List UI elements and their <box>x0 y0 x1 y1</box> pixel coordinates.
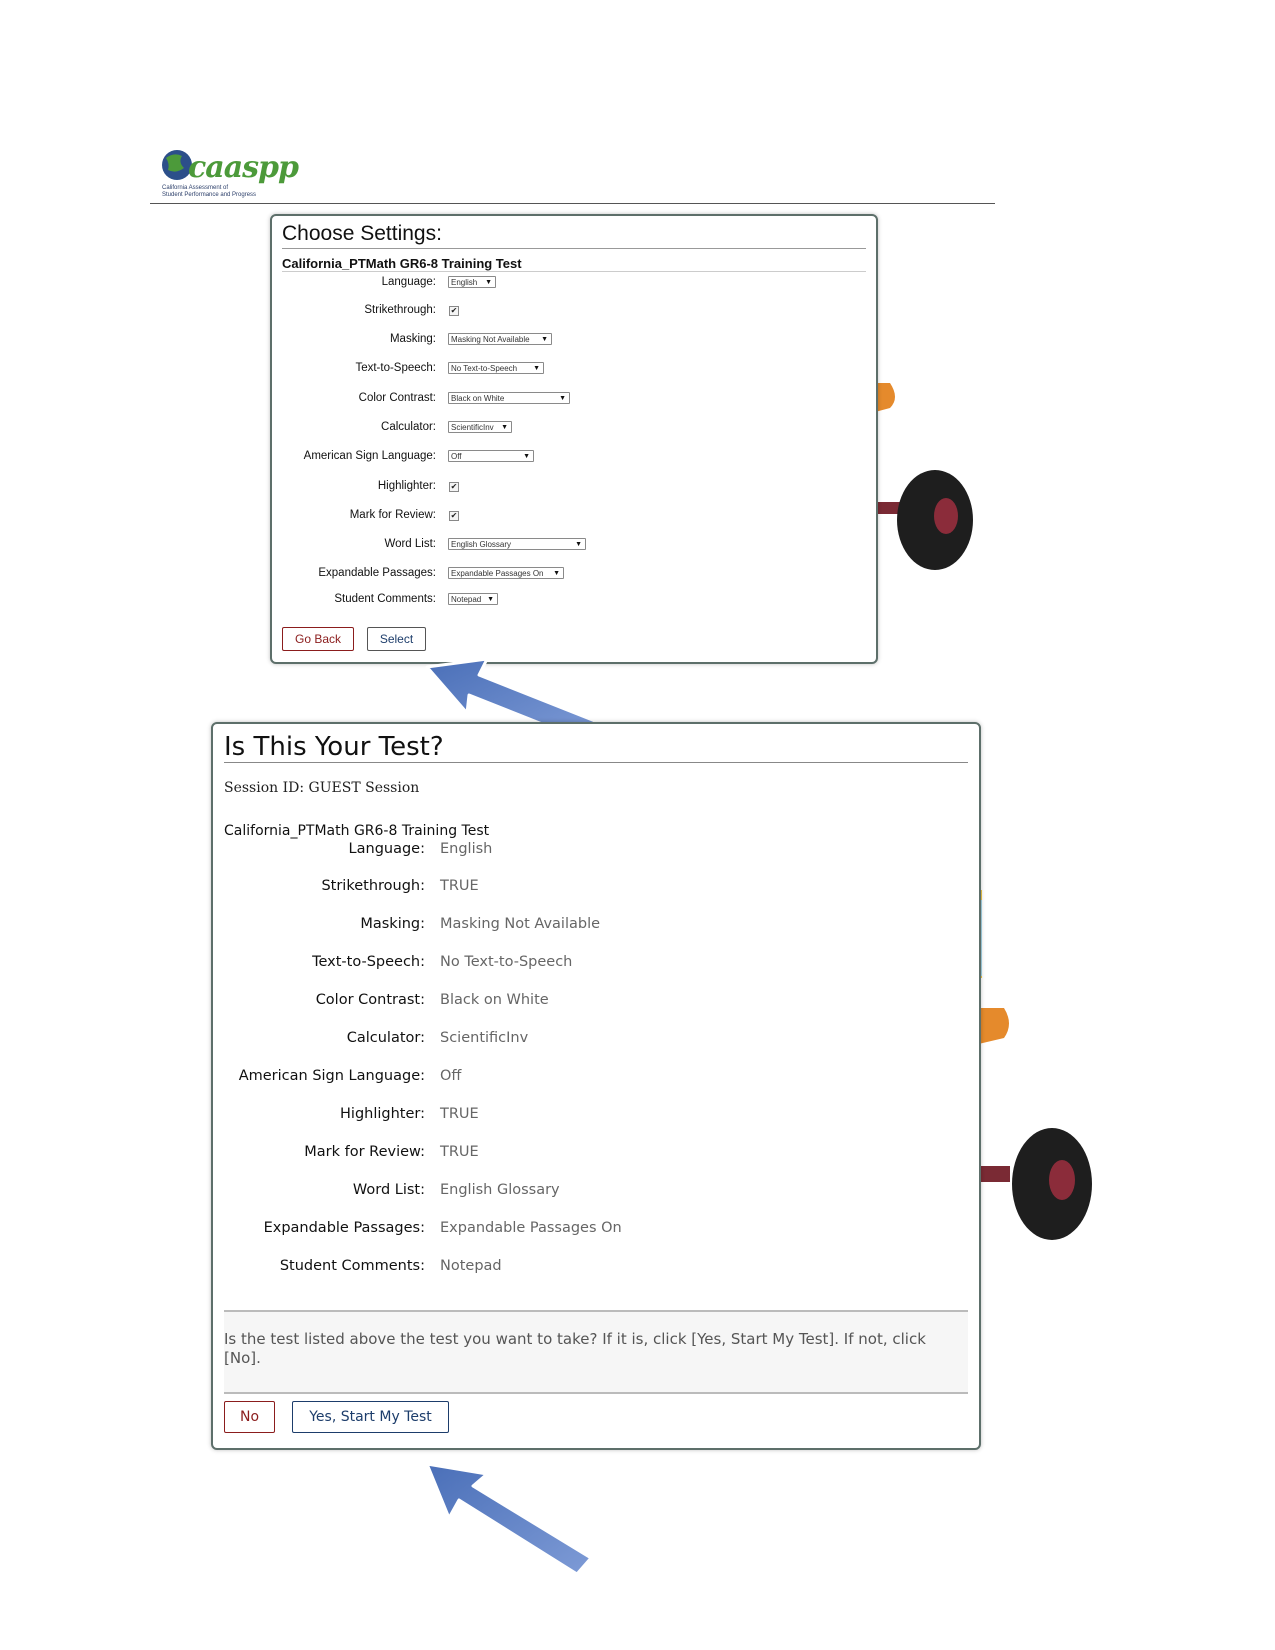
summary-label: Language: <box>348 841 425 857</box>
mark-for-review-checkbox[interactable] <box>449 511 459 521</box>
summary-value: Off <box>440 1068 462 1084</box>
setting-label: Highlighter: <box>377 480 436 492</box>
dropdown-arrow-icon: ▼ <box>501 424 508 431</box>
summary-row-color-contrast <box>213 992 973 1012</box>
setting-label: Word List: <box>384 538 436 550</box>
summary-value: TRUE <box>440 878 479 894</box>
summary-row-word-list <box>213 1182 973 1202</box>
word-list-select[interactable]: English Glossary ▼ <box>448 538 586 550</box>
header-divider <box>150 203 995 204</box>
choose-settings-dialog <box>270 214 878 664</box>
color-contrast-select[interactable]: Black on White ▼ <box>448 392 570 404</box>
calculator-select[interactable]: ScientificInv ▼ <box>448 421 512 433</box>
summary-row-mark-for-review <box>213 1144 973 1164</box>
summary-value: Expandable Passages On <box>440 1220 622 1236</box>
summary-row-masking <box>213 916 973 936</box>
background-illustration-top <box>860 288 990 578</box>
summary-value: ScientificInv <box>440 1030 529 1046</box>
setting-label: Language: <box>381 276 436 288</box>
summary-label: Text-to-Speech: <box>312 954 425 970</box>
summary-value: TRUE <box>440 1144 479 1160</box>
summary-row-expandable-passages <box>213 1220 973 1240</box>
summary-label: Highlighter: <box>340 1106 425 1122</box>
setting-label: Text-to-Speech: <box>355 362 436 374</box>
summary-value: No Text-to-Speech <box>440 954 573 970</box>
summary-value: Notepad <box>440 1258 502 1274</box>
setting-label: Calculator: <box>381 421 436 433</box>
setting-row-expandable-passages <box>272 567 872 583</box>
language-select[interactable]: English ▼ <box>448 276 496 288</box>
setting-label: Student Comments: <box>334 593 436 605</box>
setting-row-language <box>272 276 872 292</box>
dropdown-arrow-icon: ▼ <box>533 365 540 372</box>
student-comments-select[interactable]: Notepad ▼ <box>448 593 498 605</box>
summary-label: Color Contrast: <box>315 992 425 1008</box>
go-back-button[interactable]: Go Back <box>282 627 354 651</box>
summary-label: Expandable Passages: <box>263 1220 425 1236</box>
logo-wordmark: caaspp <box>188 150 298 185</box>
summary-value: TRUE <box>440 1106 479 1122</box>
is-this-your-test-dialog <box>211 722 981 1450</box>
text-to-speech-select[interactable]: No Text-to-Speech ▼ <box>448 362 544 374</box>
dropdown-arrow-icon: ▼ <box>553 570 560 577</box>
session-id: Session ID: GUEST Session <box>224 780 420 796</box>
settings-title: Choose Settings: <box>282 222 442 245</box>
checkmark-icon: ✔ <box>450 482 458 491</box>
summary-row-strikethrough <box>213 878 973 898</box>
setting-row-text-to-speech <box>272 362 872 378</box>
summary-label: American Sign Language: <box>238 1068 425 1084</box>
dropdown-arrow-icon: ▼ <box>575 541 582 548</box>
confirmation-question: Is the test listed above the test you want to take? If it is, click [Yes, Start My Test]. If not, click [No]. <box>224 1330 926 1367</box>
setting-row-american-sign-language <box>272 450 872 466</box>
summary-row-american-sign-language <box>213 1068 973 1088</box>
summary-value: Masking Not Available <box>440 916 601 932</box>
background-illustration-bottom <box>970 890 1110 1250</box>
confirm-test-name: California_PTMath GR6-8 Training Test <box>224 823 490 839</box>
setting-row-word-list <box>272 538 872 554</box>
checkmark-icon: ✔ <box>450 306 458 315</box>
dropdown-arrow-icon: ▼ <box>541 336 548 343</box>
highlighter-checkbox[interactable] <box>449 482 459 492</box>
asl-select[interactable]: Off ▼ <box>448 450 534 462</box>
setting-row-color-contrast <box>272 392 872 408</box>
dropdown-arrow-icon: ▼ <box>485 279 492 286</box>
pointer-arrow-icon <box>425 1460 615 1580</box>
masking-select[interactable]: Masking Not Available ▼ <box>448 333 552 345</box>
checkmark-icon: ✔ <box>450 511 458 520</box>
summary-label: Strikethrough: <box>321 878 425 894</box>
summary-row-text-to-speech <box>213 954 973 974</box>
settings-title-divider <box>282 248 866 249</box>
caaspp-logo <box>160 148 298 200</box>
confirm-title-divider <box>224 762 968 763</box>
settings-test-name-divider <box>282 271 866 272</box>
setting-row-highlighter <box>272 480 872 496</box>
confirmation-question-box <box>224 1310 968 1394</box>
yes-start-my-test-button[interactable]: Yes, Start My Test <box>292 1401 449 1433</box>
setting-label: Expandable Passages: <box>318 567 436 579</box>
expandable-passages-select[interactable]: Expandable Passages On ▼ <box>448 567 564 579</box>
summary-label: Calculator: <box>346 1030 425 1046</box>
summary-label: Masking: <box>360 916 425 932</box>
setting-row-student-comments <box>272 593 872 609</box>
setting-label: Color Contrast: <box>358 392 436 404</box>
summary-row-language <box>213 841 973 861</box>
summary-label: Student Comments: <box>279 1258 425 1274</box>
setting-label: Mark for Review: <box>349 509 436 521</box>
summary-row-highlighter <box>213 1106 973 1126</box>
summary-label: Mark for Review: <box>304 1144 425 1160</box>
setting-row-mark-for-review <box>272 509 872 525</box>
dropdown-arrow-icon: ▼ <box>523 453 530 460</box>
summary-label: Word List: <box>352 1182 425 1198</box>
dropdown-arrow-icon: ▼ <box>559 395 566 402</box>
setting-label: American Sign Language: <box>303 450 436 462</box>
select-button[interactable]: Select <box>367 627 426 651</box>
summary-value: English Glossary <box>440 1182 560 1198</box>
confirm-title: Is This Your Test? <box>224 732 444 762</box>
summary-row-student-comments <box>213 1258 973 1278</box>
summary-row-calculator <box>213 1030 973 1050</box>
dropdown-arrow-icon: ▼ <box>487 596 494 603</box>
settings-test-name: California_PTMath GR6-8 Training Test <box>282 256 522 271</box>
strikethrough-checkbox[interactable] <box>449 306 459 316</box>
no-button[interactable]: No <box>224 1401 275 1433</box>
setting-row-strikethrough <box>272 304 872 320</box>
logo-subtitle-line1: California Assessment of <box>162 185 229 191</box>
setting-row-calculator <box>272 421 872 437</box>
summary-value: English <box>440 841 493 857</box>
summary-value: Black on White <box>440 992 549 1008</box>
setting-label: Masking: <box>389 333 436 345</box>
setting-row-masking <box>272 333 872 349</box>
logo-subtitle-line2: Student Performance and Progress <box>162 192 257 198</box>
setting-label: Strikethrough: <box>364 304 436 316</box>
